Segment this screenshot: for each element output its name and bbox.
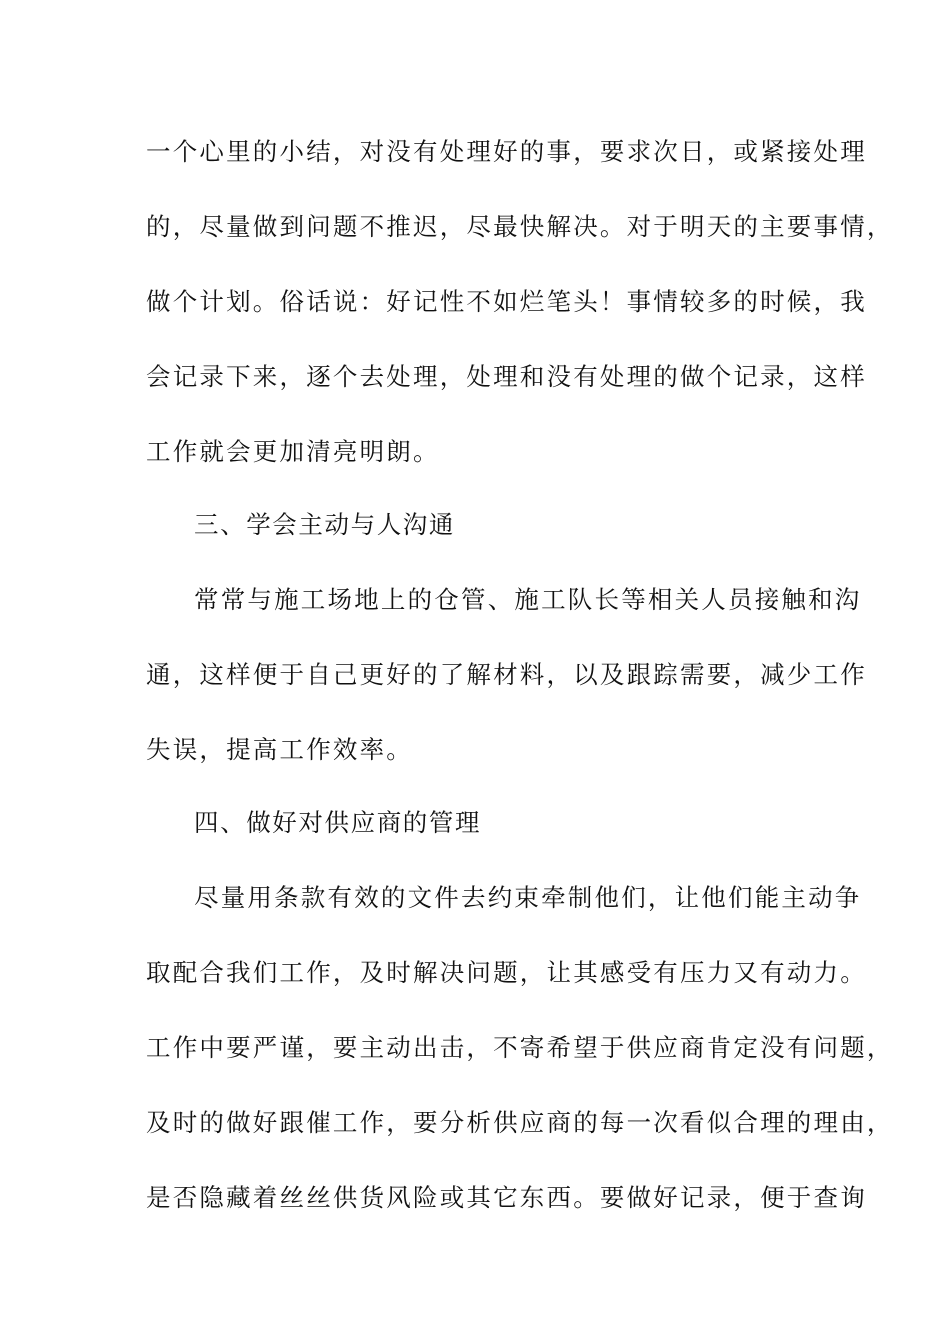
paragraph-line: 尽量用条款有效的文件去约束牵制他们，让他们能主动争 [194,883,862,912]
paragraph-line: 及时的做好跟催工作，要分析供应商的每一次看似合理的理由， [146,1108,894,1137]
paragraph-line: 的，尽量做到问题不推迟，尽最快解决。对于明天的主要事情， [146,212,894,241]
paragraph-line: 失误，提高工作效率。 [146,735,413,764]
paragraph-line: 工作就会更加清亮明朗。 [146,437,440,466]
section-heading: 四、做好对供应商的管理 [194,808,482,837]
paragraph-line: 工作中要严谨，要主动出击，不寄希望于供应商肯定没有问题， [146,1033,894,1062]
paragraph-line: 一个心里的小结，对没有处理好的事，要求次日，或紧接处理 [146,137,867,166]
section-heading: 三、学会主动与人沟通 [194,510,455,539]
paragraph-line: 是否隐藏着丝丝供货风险或其它东西。要做好记录，便于查询 [146,1183,867,1212]
paragraph-line: 通，这样便于自己更好的了解材料，以及跟踪需要，减少工作 [146,660,867,689]
paragraph-line: 做个计划。俗话说：好记性不如烂笔头！事情较多的时候，我 [146,287,867,316]
paragraph-line: 常常与施工场地上的仓管、施工队长等相关人员接触和沟 [194,585,862,614]
paragraph-line: 取配合我们工作，及时解决问题，让其感受有压力又有动力。 [146,958,867,987]
paragraph-line: 会记录下来，逐个去处理，处理和没有处理的做个记录，这样 [146,362,867,391]
